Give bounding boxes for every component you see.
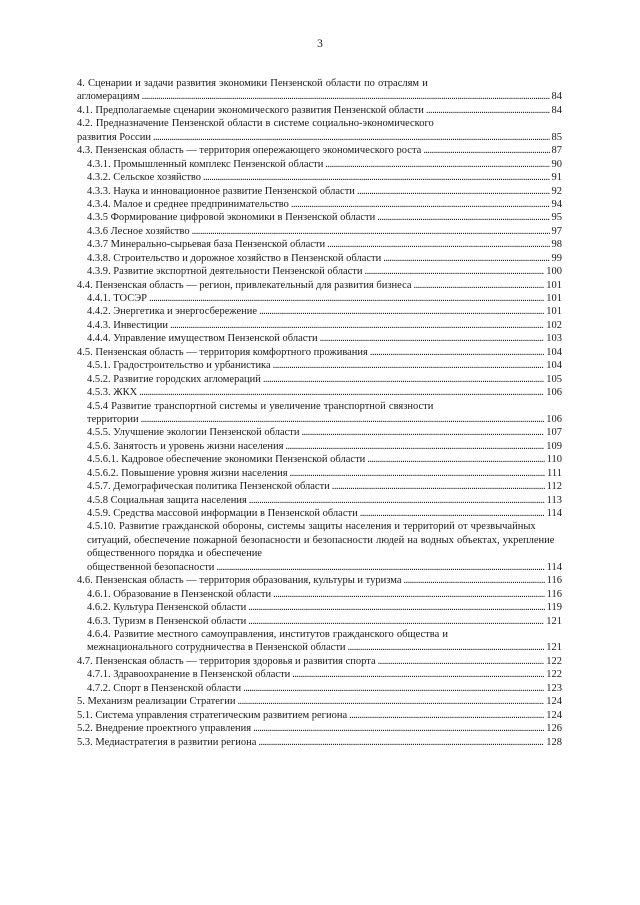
toc-entry[interactable]: [77, 346, 562, 359]
toc-entry[interactable]: [77, 615, 562, 628]
toc-entry[interactable]: [77, 238, 562, 251]
toc-entry-title: 4.3.5 Формирование цифровой экономики в Пензенской области: [87, 212, 376, 224]
dot-leader: [357, 185, 550, 198]
toc-entry-page-number: 106: [546, 387, 562, 399]
toc-entry-title: 4.3.4. Малое и среднее предпринимательство: [87, 198, 289, 210]
toc-entry-page-number: 104: [546, 346, 562, 358]
toc-entry[interactable]: [77, 655, 562, 668]
toc-entry-page-number: 103: [546, 333, 562, 345]
toc-entry-page-number: 109: [546, 440, 562, 452]
toc-entry-title: 4.3.6 Лесное хозяйство: [87, 225, 190, 237]
dot-leader: [291, 198, 550, 211]
dot-leader: [325, 158, 549, 171]
toc-entry[interactable]: [77, 695, 562, 708]
dot-leader: [290, 467, 545, 480]
toc-entry[interactable]: [77, 668, 562, 681]
toc-entry-page-number: 123: [546, 682, 562, 694]
toc-entry-title: 4.4.1. ТОСЭР: [87, 293, 148, 305]
toc-entry-title: 4.5.3. ЖКХ: [87, 387, 138, 399]
dot-leader: [248, 601, 544, 614]
page-number: 3: [317, 38, 323, 50]
toc-entry-page-number: 98: [551, 239, 562, 251]
toc-entry-title: 4.5.6.2. Повышение уровня жизни населения: [87, 467, 288, 479]
toc-entry-title: 4.5.5. Улучшение экологии Пензенской области: [87, 427, 300, 439]
toc-entry-lead-text: 4.2. Предназначение Пензенской области в системе социально-экономического: [77, 118, 434, 130]
dot-leader: [192, 225, 550, 238]
toc-entry[interactable]: [77, 77, 562, 104]
toc-entry-page-number: 114: [546, 508, 562, 520]
dot-leader: [203, 171, 549, 184]
dot-leader: [360, 507, 545, 520]
dot-leader: [170, 319, 544, 332]
dot-leader: [349, 709, 544, 722]
dot-leader: [403, 574, 544, 587]
toc-entry[interactable]: [77, 467, 562, 480]
toc-entry-page-number: 121: [546, 615, 562, 627]
toc-entry-title: 4.1. Предполагаемые сценарии экономического развития Пензенской области: [77, 104, 424, 116]
toc-entry-title: 4.6.2. Культура Пензенской области: [87, 602, 247, 614]
toc-entry[interactable]: [77, 319, 562, 332]
toc-entry-title: 4.3.2. Сельское хозяйство: [87, 172, 202, 184]
toc-entry-page-number: 91: [551, 172, 562, 184]
toc-entry-title: 5. Механизм реализации Стратегии: [77, 696, 236, 708]
toc-entry[interactable]: [77, 574, 562, 587]
dot-leader: [320, 332, 545, 345]
toc-entry[interactable]: [77, 171, 562, 184]
toc-entry-title: 4.4.4. Управление имуществом Пензенской области: [87, 333, 318, 345]
toc-entry-page-number: 128: [546, 736, 562, 748]
toc-entry-page-number: 85: [551, 131, 562, 143]
toc-entry[interactable]: [77, 279, 562, 292]
toc-entry-page-number: 90: [551, 158, 562, 170]
toc-entry-title: 4.7.1. Здравоохранение в Пензенской области: [87, 669, 291, 681]
toc-entry-page-number: 105: [546, 373, 562, 385]
toc-entry-title: 4.3.7 Минерально-сырьевая база Пензенской области: [87, 239, 326, 251]
dot-leader: [377, 211, 549, 224]
toc-entry-title: развития России: [77, 131, 151, 143]
toc-entry-title: 4.6. Пензенская область — территория образования, культуры и туризма: [77, 575, 402, 587]
toc-entry[interactable]: [77, 359, 562, 372]
toc-entry-title: 4.5.8 Социальная защита населения: [87, 494, 247, 506]
toc-entry[interactable]: [77, 117, 562, 144]
toc-entry[interactable]: [77, 104, 562, 117]
toc-entry-page-number: 119: [546, 602, 562, 614]
dot-leader: [243, 682, 544, 695]
toc-entry[interactable]: [77, 426, 562, 439]
toc-entry[interactable]: [77, 158, 562, 171]
toc-entry-title: 4.5.6.1. Кадровое обеспечение экономики Пензенской области: [87, 454, 366, 466]
dot-leader: [414, 279, 545, 292]
toc-entry[interactable]: [77, 144, 562, 157]
toc-entry[interactable]: [77, 722, 562, 735]
toc-entry-lead-text: 4.5.4 Развитие транспортной системы и увеличение транспортной связности: [87, 400, 434, 412]
dot-leader: [237, 695, 544, 708]
toc-entry[interactable]: [77, 386, 562, 399]
toc-entry-title: 4.4.3. Инвестиции: [87, 319, 168, 331]
dot-leader: [248, 615, 544, 628]
toc-entry-page-number: 102: [546, 319, 562, 331]
dot-leader: [249, 494, 545, 507]
toc-entry-title: агломерациям: [77, 91, 140, 103]
toc-entry-title: 4.3.3. Наука и инновационное развитие Пензенской области: [87, 185, 355, 197]
toc-entry-title: общественной безопасности: [87, 561, 215, 573]
toc-entry[interactable]: [77, 682, 562, 695]
dot-leader: [327, 238, 549, 251]
toc-entry[interactable]: [77, 292, 562, 305]
toc-entry-page-number: 111: [547, 467, 562, 479]
dot-leader: [367, 453, 544, 466]
toc-entry-lead-text: 4.5.10. Развитие гражданской обороны, системы защиты населения и территорий от чрезвычайных ситуаций, обеспечение пожарной безопасности и безопасности людей на водных объектах, укрепление общественного порядка и обеспечение: [87, 521, 555, 560]
toc-entry-page-number: 84: [551, 91, 562, 103]
dot-leader: [263, 373, 544, 386]
toc-entry-page-number: 107: [546, 427, 562, 439]
toc-entry-page-number: 99: [551, 252, 562, 264]
toc-entry-title: 4.5. Пензенская область — территория комфортного проживания: [77, 346, 368, 358]
toc-entry-lead-text: 4. Сценарии и задачи развития экономики Пензенской области по отраслям и: [77, 78, 428, 89]
toc-entry[interactable]: [77, 440, 562, 453]
toc-entry[interactable]: [77, 332, 562, 345]
dot-leader: [302, 426, 545, 439]
toc-entry-lead-text: 4.6.4. Развитие местного самоуправления, институтов гражданского общества и: [87, 629, 448, 641]
toc-entry-page-number: 124: [546, 696, 562, 708]
toc-entry[interactable]: [77, 373, 562, 386]
dot-leader: [149, 292, 544, 305]
toc-entry[interactable]: [77, 588, 562, 601]
toc-entry-title: 5.2. Внедрение проектного управления: [77, 723, 252, 735]
toc-entry[interactable]: [77, 520, 562, 574]
dot-leader: [332, 480, 545, 493]
toc-entry[interactable]: [77, 265, 562, 278]
toc-entry-title: 4.7. Пензенская область — территория здоровья и развития спорта: [77, 655, 376, 667]
dot-leader: [273, 588, 545, 601]
dot-leader: [141, 413, 545, 426]
toc-entry-page-number: 84: [551, 104, 562, 116]
toc-entry-page-number: 101: [546, 293, 562, 305]
toc-entry[interactable]: [77, 709, 562, 722]
toc-entry[interactable]: [77, 453, 562, 466]
dot-leader: [273, 359, 545, 372]
toc-entry-page-number: 116: [546, 575, 562, 587]
dot-leader: [370, 346, 544, 359]
toc-entry-page-number: 112: [546, 481, 562, 493]
toc-entry[interactable]: [77, 252, 562, 265]
toc-entry-page-number: 87: [551, 145, 562, 157]
toc-entry-title: 4.5.6. Занятость и уровень жизни населения: [87, 440, 284, 452]
toc-entry[interactable]: [77, 211, 562, 224]
dot-leader: [378, 655, 545, 668]
toc-entry-page-number: 95: [551, 212, 562, 224]
toc-entry-page-number: 122: [546, 655, 562, 667]
dot-leader: [383, 252, 549, 265]
toc-entry[interactable]: [77, 185, 562, 198]
toc-entry-page-number: 121: [546, 642, 562, 654]
dot-leader: [216, 561, 544, 574]
toc-entry[interactable]: [77, 225, 562, 238]
toc-entry-page-number: 113: [546, 494, 562, 506]
toc-entry-page-number: 110: [546, 454, 562, 466]
dot-leader: [259, 305, 544, 318]
dot-leader: [292, 668, 544, 681]
toc-entry[interactable]: [77, 507, 562, 520]
toc-entry-title: 4.5.9. Средства массовой информации в Пензенской области: [87, 508, 358, 520]
toc-entry[interactable]: [77, 494, 562, 507]
toc-entry[interactable]: [77, 736, 562, 749]
toc-entry-page-number: 126: [546, 723, 562, 735]
toc-entry-page-number: 97: [551, 225, 562, 237]
toc-entry-page-number: 124: [546, 709, 562, 721]
toc-entry-title: 4.3.8. Строительство и дорожное хозяйство в Пензенской области: [87, 252, 382, 264]
dot-leader: [258, 736, 544, 749]
toc-entry-page-number: 116: [546, 588, 562, 600]
toc-entry[interactable]: [77, 601, 562, 614]
toc-entry-page-number: 106: [546, 413, 562, 425]
toc-entry-title: 4.6.3. Туризм в Пензенской области: [87, 615, 247, 627]
toc-entry-title: 4.4.2. Энергетика и энергосбережение: [87, 306, 258, 318]
toc-entry[interactable]: [77, 400, 562, 427]
toc-entry-title: 5.1. Система управления стратегическим развитием региона: [77, 709, 348, 721]
toc-entry[interactable]: [77, 628, 562, 655]
dot-leader: [423, 144, 549, 157]
toc-entry-page-number: 94: [551, 198, 562, 210]
toc-entry-title: 4.6.1. Образование в Пензенской области: [87, 588, 272, 600]
toc-entry-page-number: 104: [546, 360, 562, 372]
toc-entry-title: 4.5.1. Градостроительство и урбанистика: [87, 360, 271, 372]
toc-entry[interactable]: [77, 198, 562, 211]
dot-leader: [142, 90, 550, 103]
toc-entry-page-number: 92: [551, 185, 562, 197]
dot-leader: [426, 104, 550, 117]
toc-entry-page-number: 101: [546, 306, 562, 318]
toc-entry-page-number: 100: [546, 266, 562, 278]
toc-entry-title: 4.4. Пензенская область — регион, привлекательный для развития бизнеса: [77, 279, 412, 291]
toc-entry-page-number: 122: [546, 669, 562, 681]
toc-entry-page-number: 101: [546, 279, 562, 291]
toc-entry-title: 4.7.2. Спорт в Пензенской области: [87, 682, 242, 694]
toc-entry-title: межнационального сотрудничества в Пензенской области: [87, 642, 346, 654]
toc-entry-title: территории: [87, 413, 139, 425]
toc-entry-page-number: 114: [546, 561, 562, 573]
dot-leader: [139, 386, 544, 399]
toc-entry-title: 5.3. Медиастратегия в развитии региона: [77, 736, 257, 748]
dot-leader: [348, 641, 545, 654]
toc-entry-title: 4.3. Пензенская область — территория опережающего экономического роста: [77, 145, 422, 157]
table-of-contents: [77, 77, 562, 749]
toc-entry-title: 4.5.7. Демографическая политика Пензенской области: [87, 481, 330, 493]
toc-entry[interactable]: [77, 480, 562, 493]
dot-leader: [365, 265, 545, 278]
toc-entry-title: 4.3.9. Развитие экспортной деятельности Пензенской области: [87, 266, 363, 278]
dot-leader: [253, 722, 544, 735]
toc-entry-title: 4.3.1. Промышленный комплекс Пензенской области: [87, 158, 324, 170]
toc-entry[interactable]: [77, 305, 562, 318]
dot-leader: [153, 131, 550, 144]
dot-leader: [285, 440, 544, 453]
toc-entry-title: 4.5.2. Развитие городских агломераций: [87, 373, 261, 385]
